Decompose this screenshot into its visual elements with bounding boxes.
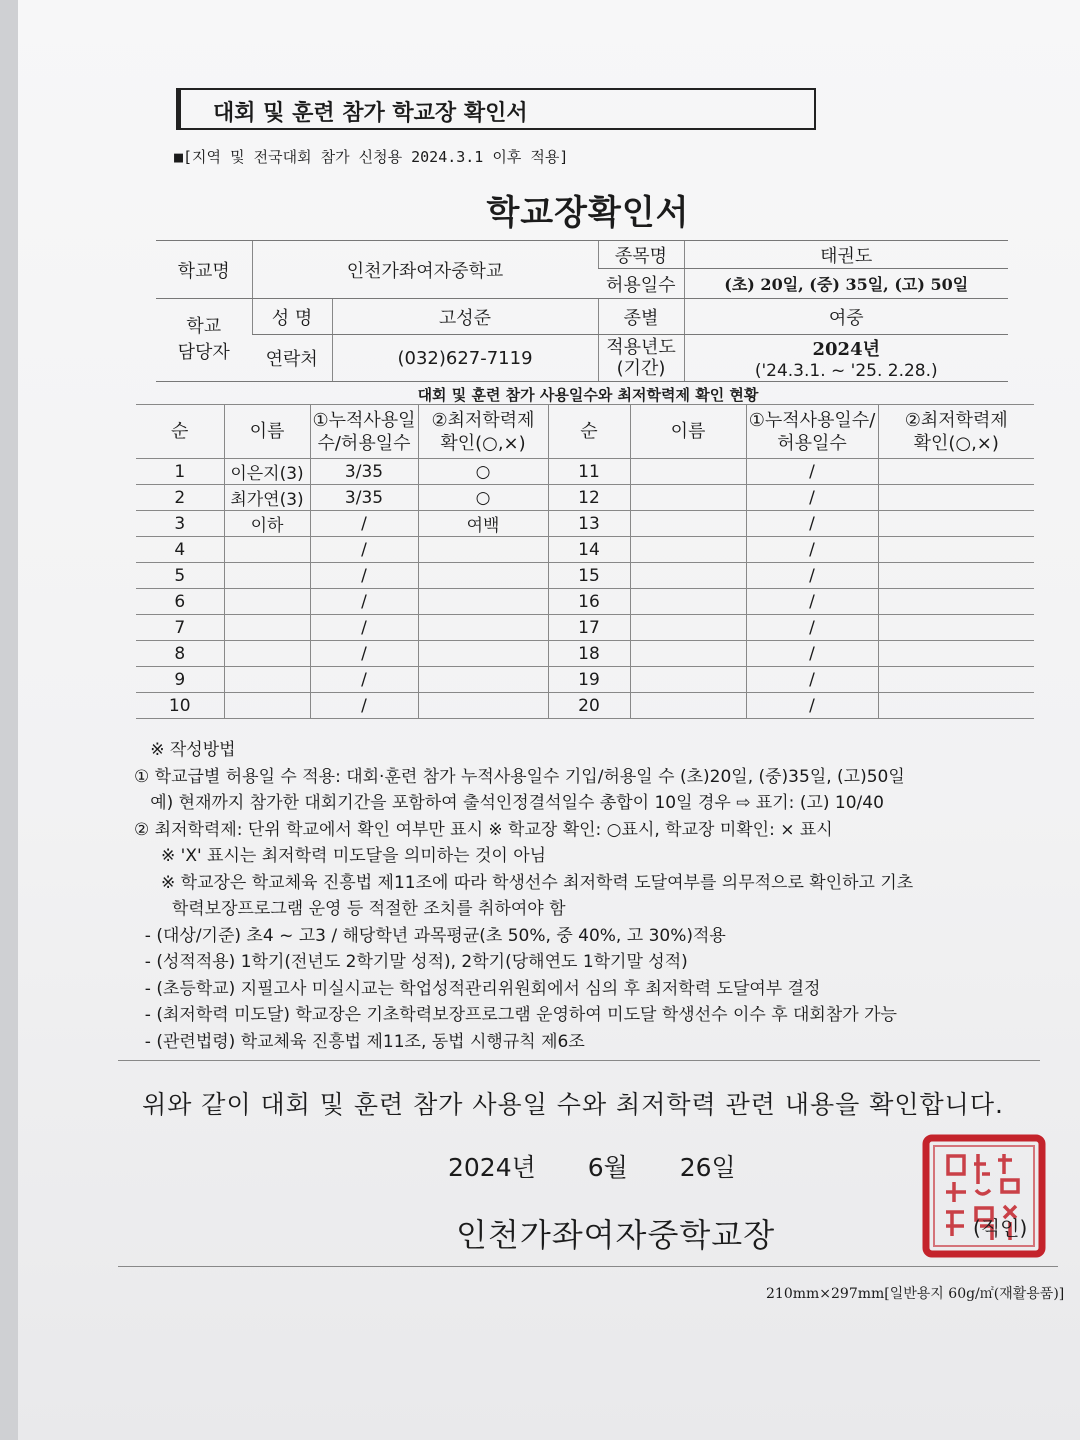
- cell-no: 15: [548, 563, 630, 589]
- cell-no: 1: [136, 459, 224, 485]
- cell-no: 17: [548, 615, 630, 641]
- cell-name: [224, 693, 310, 719]
- cell-days: /: [746, 537, 878, 563]
- cell-check: [878, 537, 1034, 563]
- cell-name: [224, 537, 310, 563]
- cell-name: [224, 615, 310, 641]
- school-info-table: [156, 240, 1008, 382]
- table-row: [136, 459, 1034, 485]
- cell-name: [630, 563, 746, 589]
- cell-name: [630, 615, 746, 641]
- apply-note: ■[지역 및 전국대회 참가 신청용 2024.3.1 이후 적용]: [174, 148, 569, 166]
- cell-days: /: [746, 459, 878, 485]
- cell-days: /: [746, 589, 878, 615]
- col-header-check: ②최저학력제 확인(○,×): [418, 405, 548, 459]
- document-title: 학교장확인서: [486, 193, 690, 233]
- cell-name: [630, 485, 746, 511]
- divider: [118, 1266, 1058, 1267]
- cell-name: [630, 641, 746, 667]
- gender-label: 종별: [598, 299, 684, 335]
- col-header-days: ①누적사용일수/ 허용일수: [746, 405, 878, 459]
- cell-no: 18: [548, 641, 630, 667]
- cell-no: 2: [136, 485, 224, 511]
- cell-check: [878, 485, 1034, 511]
- cell-name: [630, 589, 746, 615]
- cell-name: [630, 537, 746, 563]
- cell-check: [418, 563, 548, 589]
- table-row: [136, 563, 1034, 589]
- cell-check: [878, 693, 1034, 719]
- cell-name: 최가연(3): [224, 485, 310, 511]
- col-header-check: ②최저학력제 확인(○,×): [878, 405, 1034, 459]
- cell-check: [878, 615, 1034, 641]
- cell-check: 여백: [418, 511, 548, 537]
- period-value: ('24.3.1. ~ '25. 2.28.): [754, 361, 938, 381]
- instruction-line: - (초등학교) 지필고사 미실시교는 학업성적관리위원회에서 심의 후 최저학력 도달여부 결정: [134, 978, 821, 999]
- table-row: [136, 641, 1034, 667]
- cell-days: /: [310, 693, 418, 719]
- issue-date: [448, 1148, 780, 1184]
- cell-no: 9: [136, 667, 224, 693]
- cell-name: [224, 641, 310, 667]
- name-label: 성 명: [252, 299, 332, 335]
- cell-check: ○: [418, 485, 548, 511]
- instruction-line: ② 최저학력제: 단위 학교에서 확인 여부만 표시 ※ 학교장 확인: ○표시, 학교장 미확인: × 표시: [134, 819, 833, 840]
- cell-check: [418, 589, 548, 615]
- date-month: 6월: [587, 1153, 628, 1182]
- official-seal-mark: (직인): [973, 1216, 1028, 1240]
- allowed-days-label: 허용일수: [598, 269, 684, 299]
- cell-no: 16: [548, 589, 630, 615]
- cell-no: 8: [136, 641, 224, 667]
- cell-days: /: [746, 693, 878, 719]
- cell-no: 13: [548, 511, 630, 537]
- cell-days: 3/35: [310, 485, 418, 511]
- col-header-name: 이름: [224, 405, 310, 459]
- instruction-line: - (관련법령) 학교체육 진흥법 제11조, 동법 시행규칙 제6조: [134, 1031, 585, 1052]
- cell-check: [418, 537, 548, 563]
- instructions: [134, 737, 1054, 1055]
- cell-days: /: [310, 641, 418, 667]
- cell-days: /: [310, 563, 418, 589]
- table-row: [136, 485, 1034, 511]
- school-name-label: 학교명: [156, 241, 252, 299]
- cell-days: /: [310, 615, 418, 641]
- cell-name: [630, 693, 746, 719]
- cell-check: [878, 589, 1034, 615]
- cell-days: /: [746, 563, 878, 589]
- year-value-cell: [684, 335, 1008, 382]
- gender-value: 여중: [684, 299, 1008, 335]
- cell-days: /: [310, 589, 418, 615]
- cell-name: [224, 563, 310, 589]
- cell-check: ○: [418, 459, 548, 485]
- instruction-line: - (최저학력 미도달) 학교장은 기초학력보장프로그램 운영하여 미도달 학생선수 이수 후 대회참가 가능: [134, 1005, 897, 1025]
- event-label: 종목명: [598, 241, 684, 269]
- table-row: [136, 667, 1034, 693]
- table-row: [136, 589, 1034, 615]
- cell-no: 3: [136, 511, 224, 537]
- status-caption: 대회 및 훈련 참가 사용일수와 최저학력제 확인 현황: [417, 386, 759, 404]
- school-name-value: 인천가좌여자중학교: [252, 241, 598, 299]
- instruction-line: 예) 현재까지 참가한 대회기간을 포함하여 출석인정결석일수 총합이 10일 경우 ⇨ 표기: (고) 10/40: [134, 793, 884, 813]
- paper-spec-footer: 210mm×297mm[일반용지 60g/㎡(재활용품)]: [766, 1286, 1065, 1302]
- principal-title: 인천가좌여자중학교장: [456, 1216, 776, 1254]
- cell-days: /: [746, 667, 878, 693]
- form-header-title: 대회 및 훈련 참가 학교장 확인서: [176, 88, 816, 130]
- cell-name: 이하: [224, 511, 310, 537]
- name-value: 고성준: [332, 299, 598, 335]
- cell-no: 19: [548, 667, 630, 693]
- participation-grid: [136, 404, 1034, 719]
- manager-label: 학교 담당자: [156, 299, 252, 382]
- year-value: 2024년: [812, 339, 880, 360]
- col-header-days: ①누적사용일 수/허용일수: [310, 405, 418, 459]
- grid-header-row: [136, 405, 1034, 459]
- table-row: [136, 511, 1034, 537]
- table-row: [136, 693, 1034, 719]
- cell-no: 4: [136, 537, 224, 563]
- instruction-line: - (성적적용) 1학기(전년도 2학기말 성적), 2학기(당해연도 1학기말 성적): [134, 952, 688, 972]
- cell-check: [878, 511, 1034, 537]
- contact-value: (032)627-7119: [332, 335, 598, 382]
- year-label: 적용년도 (기간): [598, 335, 684, 382]
- cell-check: [418, 693, 548, 719]
- col-header-no: 순: [136, 405, 224, 459]
- grid-body: [136, 459, 1034, 719]
- cell-check: [878, 667, 1034, 693]
- table-row: [136, 615, 1034, 641]
- cell-name: [224, 589, 310, 615]
- official-seal-icon: [918, 1130, 1050, 1262]
- contact-label: 연락처: [252, 335, 332, 382]
- cell-name: 이은지(3): [224, 459, 310, 485]
- instruction-line: - (대상/기준) 초4 ~ 고3 / 해당학년 과목평균(초 50%, 중 40%, 고 30%)적용: [134, 925, 726, 946]
- instruction-line: ① 학교급별 허용일 수 적용: 대회·훈련 참가 누적사용일수 기입/허용일 수 (초)20일, (중)35일, (고)50일: [134, 766, 905, 787]
- cell-check: [878, 641, 1034, 667]
- cell-name: [630, 667, 746, 693]
- cell-days: 3/35: [310, 459, 418, 485]
- cell-no: 7: [136, 615, 224, 641]
- cell-days: /: [746, 615, 878, 641]
- cell-check: [418, 641, 548, 667]
- cell-check: [418, 667, 548, 693]
- cell-days: /: [310, 667, 418, 693]
- instruction-line: ※ 'X' 표시는 최저학력 미도달을 의미하는 것이 아님: [134, 846, 547, 866]
- col-header-no: 순: [548, 405, 630, 459]
- cell-check: [878, 563, 1034, 589]
- cell-no: 20: [548, 693, 630, 719]
- cell-days: /: [746, 641, 878, 667]
- instruction-line: 학력보장프로그램 운영 등 적절한 조치를 취하여야 함: [134, 899, 566, 919]
- table-row: [136, 537, 1034, 563]
- cell-check: [878, 459, 1034, 485]
- cell-no: 10: [136, 693, 224, 719]
- cell-no: 14: [548, 537, 630, 563]
- cell-name: [630, 511, 746, 537]
- cell-no: 5: [136, 563, 224, 589]
- cell-name: [630, 459, 746, 485]
- cell-days: /: [310, 511, 418, 537]
- date-year: 2024년: [448, 1153, 536, 1182]
- cell-name: [224, 667, 310, 693]
- document-page: [18, 0, 1080, 1440]
- col-header-name: 이름: [630, 405, 746, 459]
- divider: [118, 1060, 1040, 1061]
- cell-check: [418, 615, 548, 641]
- date-day: 26일: [679, 1153, 736, 1182]
- cell-days: /: [746, 511, 878, 537]
- confirmation-statement: 위와 같이 대회 및 훈련 참가 사용일 수와 최저학력 관련 내용을 확인합니다.: [142, 1090, 1004, 1119]
- allowed-days-value: (초) 20일, (중) 35일, (고) 50일: [684, 269, 1008, 299]
- cell-no: 6: [136, 589, 224, 615]
- cell-days: /: [310, 537, 418, 563]
- instruction-line: ※ 작성방법: [134, 740, 236, 760]
- instruction-line: ※ 학교장은 학교체육 진흥법 제11조에 따라 학생선수 최저학력 도달여부를 의무적으로 확인하고 기초: [134, 872, 914, 893]
- cell-days: /: [746, 485, 878, 511]
- event-value: 태권도: [684, 241, 1008, 269]
- cell-no: 12: [548, 485, 630, 511]
- cell-no: 11: [548, 459, 630, 485]
